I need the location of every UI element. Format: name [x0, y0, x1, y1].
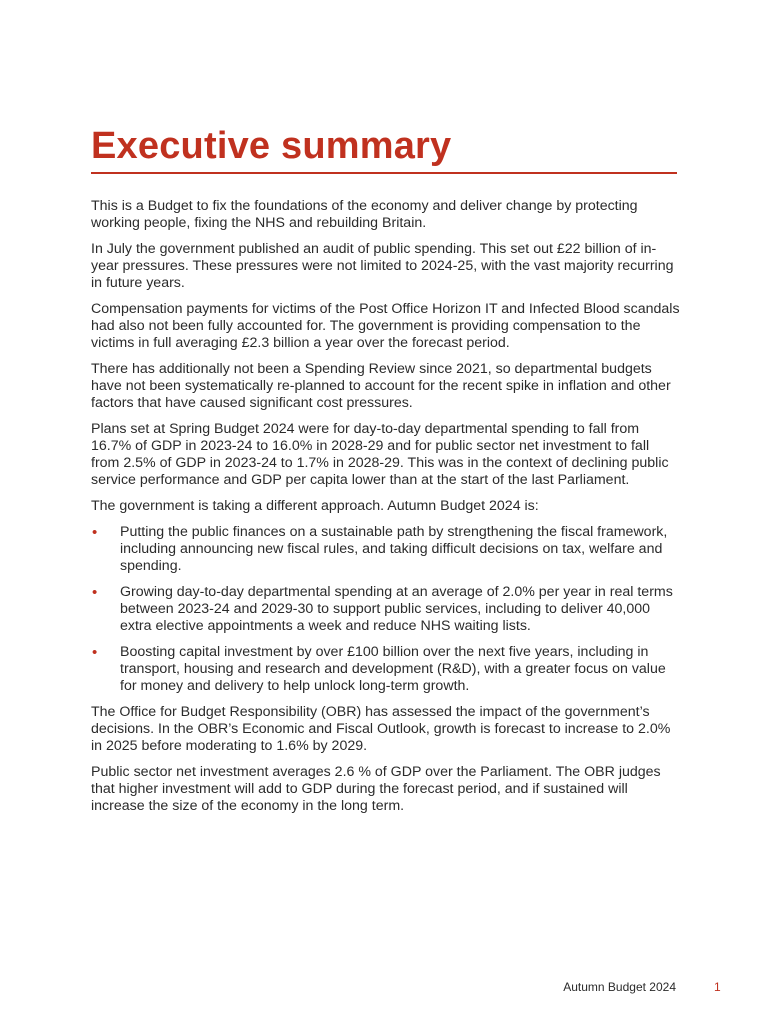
paragraph: There has additionally not been a Spending Review since 2021, so departmental budgets have not been systematically re-planned to account for the recent spike in inflation and other factors that have caused significant cost pressures.: [91, 361, 671, 411]
footer-page-number: 1: [714, 980, 721, 994]
paragraph: The Office for Budget Responsibility (OBR) has assessed the impact of the government’s decisions. In the OBR’s Economic and Fiscal Outlook, growth is forecast to increase to 2.0% in 2025 before moderating to 1.6% by 2029.: [91, 704, 671, 754]
paragraph: The government is taking a different approach. Autumn Budget 2024 is:: [91, 498, 539, 514]
bullet-item: [91, 644, 681, 695]
bullet-dot-icon: •: [92, 524, 98, 541]
paragraph: Public sector net investment averages 2.6 % of GDP over the Parliament. The OBR judges that higher investment will add to GDP during the forecast period, and if sustained will increase the size of the economy in the long term.: [91, 764, 661, 814]
paragraph: In July the government published an audit of public spending. This set out £22 billion of in-year pressures. These pressures were not limited to 2024-25, with the vast majority recurring in future years.: [91, 241, 674, 291]
bullet-item: [91, 524, 681, 575]
bullet-text: Putting the public finances on a sustainable path by strengthening the fiscal framework, including announcing new fiscal rules, and taking difficult decisions on tax, welfare and spending.: [120, 524, 668, 574]
footer-document-name: Autumn Budget 2024: [563, 980, 676, 994]
heading-block: [91, 120, 677, 174]
bullet-dot-icon: •: [92, 584, 98, 601]
paragraph: Compensation payments for victims of the Post Office Horizon IT and Infected Blood scandals had also not been fully accounted for. The government is providing compensation to the victims in full averaging £2.3 billion a year over the forecast period.: [91, 301, 680, 351]
bullet-dot-icon: •: [92, 644, 98, 661]
page-footer: [0, 979, 768, 997]
bullet-list: [91, 524, 681, 695]
bullet-text: Growing day-to-day departmental spending at an average of 2.0% per year in real terms between 2023-24 and 2029-30 to support public services, including to deliver 40,000 extra elective appointments a week and reduce NHS waiting lists.: [120, 584, 673, 634]
body-text: [91, 198, 681, 824]
bullet-text: Boosting capital investment by over £100 billion over the next five years, including in transport, housing and research and development (R&D), with a greater focus on value for money and delivery to help unlock long-term growth.: [120, 644, 666, 694]
paragraph: Plans set at Spring Budget 2024 were for day-to-day departmental spending to fall from 16.7% of GDP in 2023-24 to 16.0% in 2028-29 and for public sector net investment to fall from 2.5% of GDP in 2023-24 to 1.7% in 2028-29. This was in the context of declining public service performance and GDP per capita lower than at the start of the last Parliament.: [91, 421, 669, 488]
title-underline-rule: [91, 172, 677, 174]
paragraph: This is a Budget to fix the foundations of the economy and deliver change by protecting working people, fixing the NHS and rebuilding Britain.: [91, 198, 638, 231]
page-title: Executive summary: [91, 125, 452, 167]
bullet-item: [91, 584, 681, 635]
